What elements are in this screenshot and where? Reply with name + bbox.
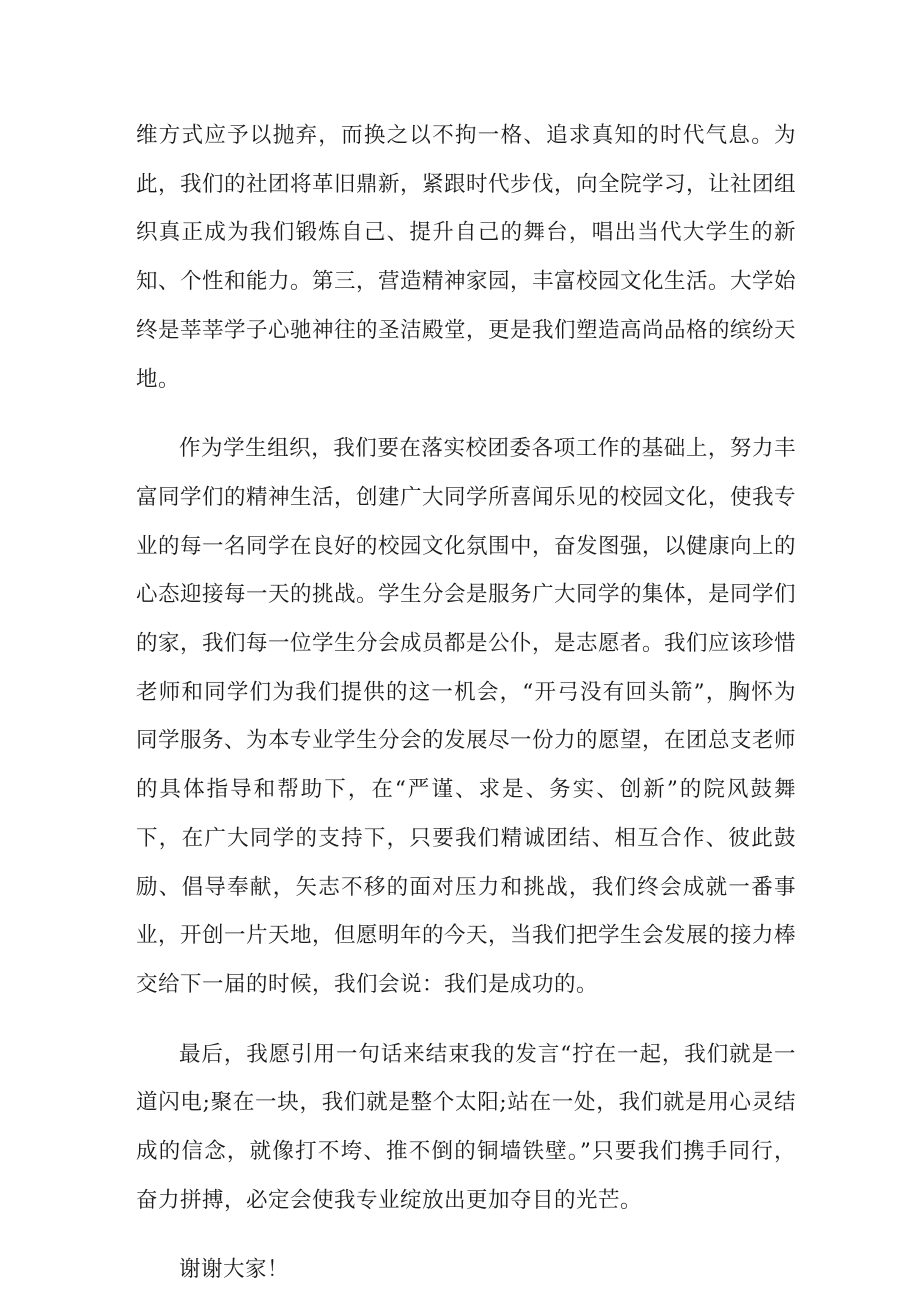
paragraph-2: 作为学生组织，我们要在落实校团委各项工作的基础上，努力丰富同学们的精神生活，创建广大同学所喜闻乐见的校园文化，使我专业的每一名同学在良好的校园文化氛围中，奋发图强，以健康向上的心态迎接每一天的挑战。学生分会是服务广大同学的集体，是同学们的家，我们每一位学生分会成员都是公仆，是志愿者。我们应该珍惜老师和同学们为我们提供的这一机会，“开弓没有回头箭”，胸怀为同学服务、为本专业学生分会的发展尽一份力的愿望，在团总支老师的具体指导和帮助下，在“严谨、求是、务实、创新”的院风鼓舞下，在广大同学的支持下，只要我们精诚团结、相互合作、彼此鼓励、倡导奉献，矢志不移的面对压力和挑战，我们终会成就一番事业，开创一片天地，但愿明年的今天，当我们把学生会发展的接力棒交给下一届的时候，我们会说：我们是成功的。 (136, 436, 797, 997)
closing-thanks: 谢谢大家！ (179, 1257, 290, 1283)
paragraph-3: 最后，我愿引用一句话来结束我的发言“拧在一起，我们就是一道闪电;聚在一块，我们就是整个太阳;站在一处，我们就是用心灵结成的信念，就像打不垮、推不倒的铜墙铁壁。”只要我们携手同行，奋力拼搏，必定会使我专业绽放出更加夺目的光芒。 (136, 1041, 796, 1213)
document-body (136, 112, 796, 1295)
paragraph-1: 维方式应予以抛弃，而换之以不拘一格、追求真知的时代气息。为此，我们的社团将革旧鼎新，紧跟时代步伐，向全院学习，让社团组织真正成为我们锻炼自己、提升自己的舞台，唱出当代大学生的新知、个性和能力。第三，营造精神家园，丰富校园文化生活。大学始终是莘莘学子心驰神往的圣洁殿堂，更是我们塑造高尚品格的缤纷天地。 (136, 123, 797, 392)
